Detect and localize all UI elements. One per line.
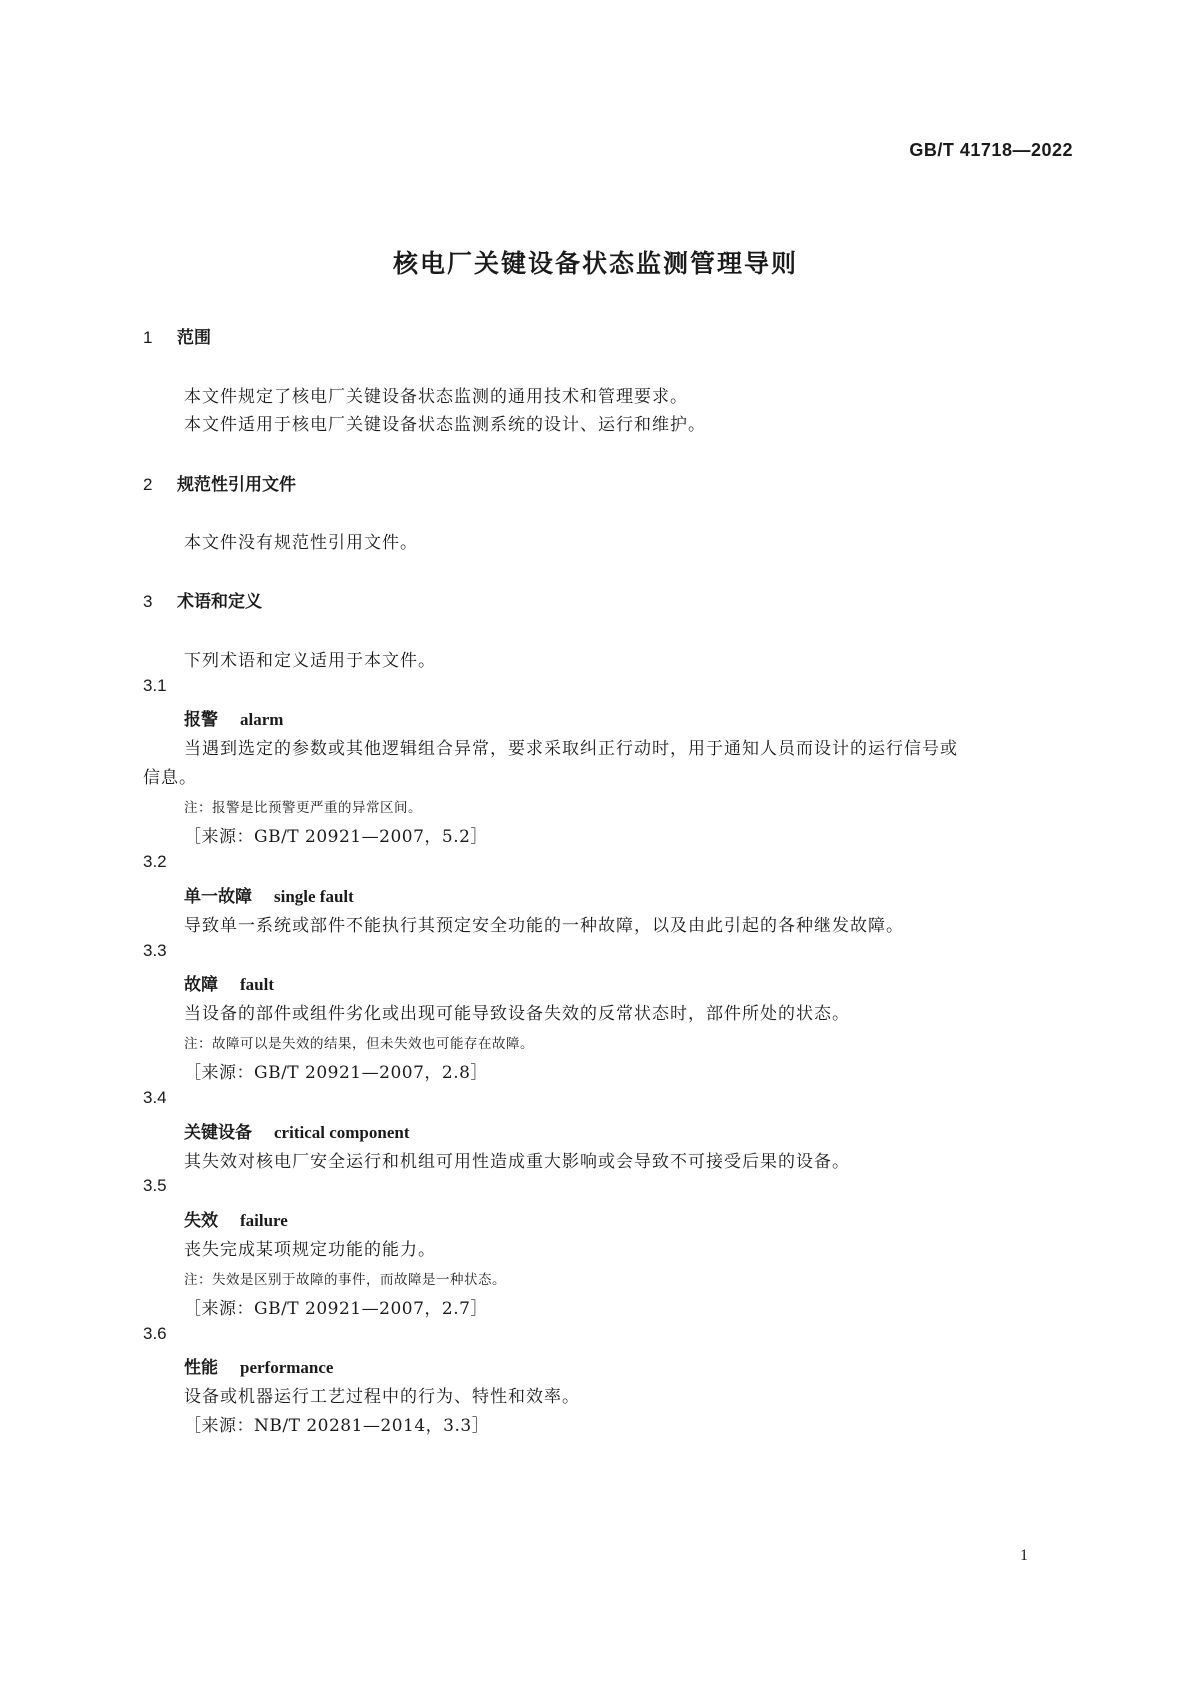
term-note: 注：失效是区别于故障的事件，而故障是一种状态。 [184, 1272, 506, 1288]
term-definition: 当遇到选定的参数或其他逻辑组合异常，要求采取纠正行动时，用于通知人员而设计的运行信号或 [184, 739, 958, 759]
section-number: 2 [143, 475, 153, 494]
term-heading [184, 1353, 333, 1378]
section-number: 3 [143, 592, 153, 611]
section-heading-scope [143, 323, 211, 348]
term-number: 3.2 [143, 852, 167, 871]
standard-code: GB/T 41718—2022 [909, 140, 1073, 160]
term-en: failure [240, 1211, 288, 1230]
references-paragraph: 本文件没有规范性引用文件。 [184, 533, 418, 553]
scope-paragraph-2: 本文件适用于核电厂关键设备状态监测系统的设计、运行和维护。 [184, 415, 706, 435]
scope-paragraph-1: 本文件规定了核电厂关键设备状态监测的通用技术和管理要求。 [184, 387, 688, 407]
term-zh: 单一故障 [184, 887, 252, 907]
term-en: single fault [274, 887, 354, 906]
term-source: ［来源：NB/T 20281—2014，3.3］ [184, 1416, 490, 1436]
term-number: 3.6 [143, 1324, 167, 1343]
term-number: 3.3 [143, 941, 167, 960]
section-heading-normative-references [143, 470, 296, 495]
document-title: 核电厂关键设备状态监测管理导则 [392, 249, 798, 278]
term-definition: 当设备的部件或组件劣化或出现可能导致设备失效的反常状态时，部件所处的状态。 [184, 1004, 850, 1024]
term-heading [184, 1206, 288, 1231]
term-number: 3.1 [143, 676, 167, 695]
term-en: alarm [240, 710, 284, 729]
section-title: 规范性引用文件 [177, 475, 296, 495]
term-zh: 故障 [184, 975, 218, 995]
term-definition: 其失效对核电厂安全运行和机组可用性造成重大影响或会导致不可接受后果的设备。 [184, 1152, 850, 1172]
section-title: 范围 [177, 328, 211, 348]
term-zh: 失效 [184, 1211, 218, 1231]
term-definition: 导致单一系统或部件不能执行其预定安全功能的一种故障，以及由此引起的各种继发故障。 [184, 916, 904, 936]
term-en: critical component [274, 1123, 410, 1142]
term-zh: 性能 [184, 1358, 218, 1378]
term-en: fault [240, 975, 274, 994]
term-definition: 设备或机器运行工艺过程中的行为、特性和效率。 [184, 1387, 580, 1407]
term-heading [184, 1118, 410, 1143]
term-heading [184, 705, 283, 730]
term-number: 3.4 [143, 1088, 167, 1107]
section-heading-terms [143, 587, 262, 612]
term-en: performance [240, 1358, 334, 1377]
term-definition-continued: 信息。 [143, 768, 197, 788]
term-zh: 关键设备 [184, 1123, 252, 1143]
term-note: 注：故障可以是失效的结果，但未失效也可能存在故障。 [184, 1036, 534, 1052]
term-source: ［来源：GB/T 20921—2007，2.8］ [184, 1063, 488, 1083]
term-source: ［来源：GB/T 20921—2007，2.7］ [184, 1299, 488, 1319]
term-number: 3.5 [143, 1176, 167, 1195]
term-note: 注：报警是比预警更严重的异常区间。 [184, 800, 422, 816]
section-title: 术语和定义 [177, 592, 262, 612]
term-heading [184, 970, 274, 995]
term-definition: 丧失完成某项规定功能的能力。 [184, 1240, 436, 1260]
page-number: 1 [1020, 1547, 1028, 1564]
term-source: ［来源：GB/T 20921—2007，5.2］ [184, 827, 488, 847]
term-heading [184, 882, 354, 907]
term-zh: 报警 [184, 710, 218, 730]
section-number: 1 [143, 328, 153, 347]
terms-intro-paragraph: 下列术语和定义适用于本文件。 [184, 651, 436, 671]
